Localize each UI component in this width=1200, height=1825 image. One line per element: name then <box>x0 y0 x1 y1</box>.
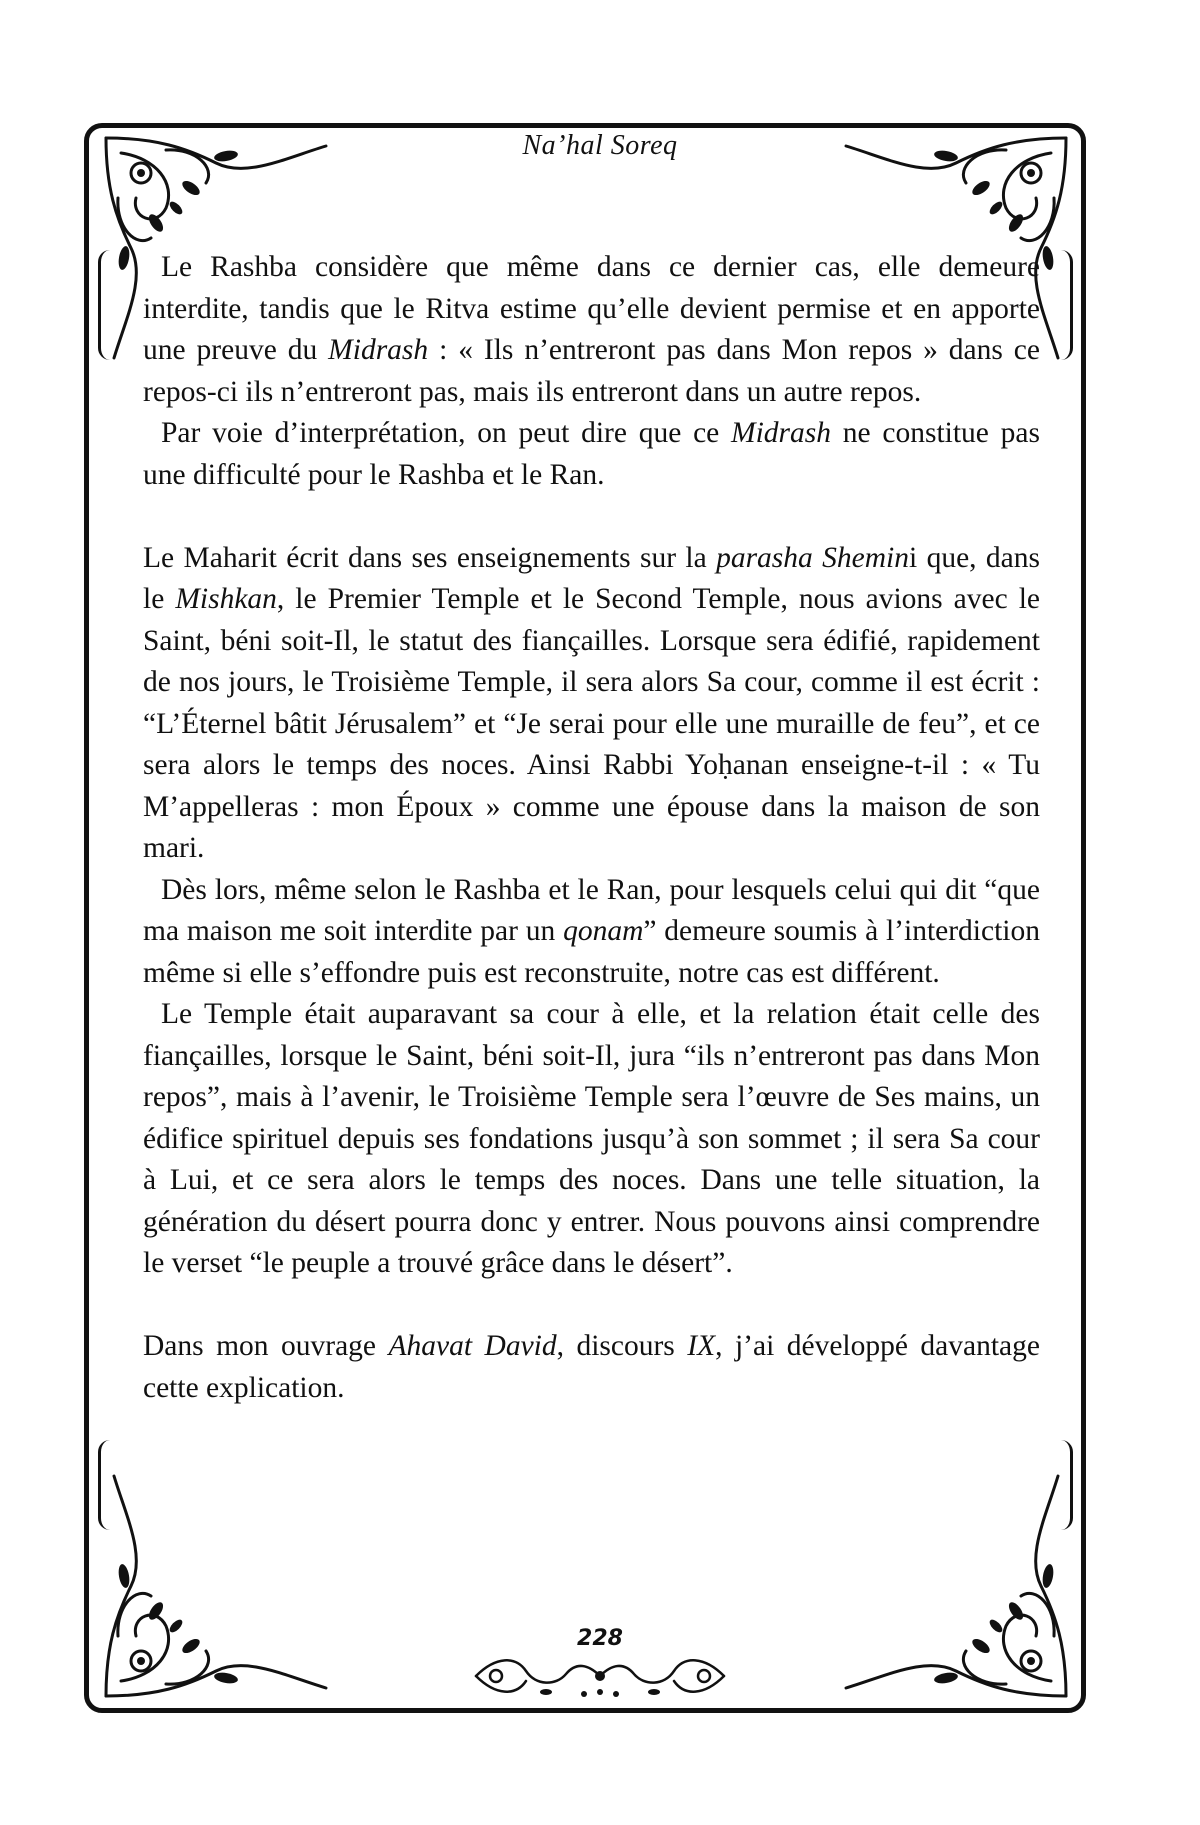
italic-term: Ahavat David <box>388 1330 557 1362</box>
italic-term: Midrash <box>328 334 429 366</box>
text-run: ne constitue pas une difficulté pour le Rashba et le Ran. <box>143 417 1040 491</box>
flourish-bottom-left-icon <box>96 1466 336 1706</box>
running-title: Na’hal Soreq <box>522 130 678 161</box>
text-run: Le Rashba considère que même dans ce dernier cas, elle demeure interdite, tandis que le Ritva estime qu’elle devient permise et en apporte une preuve du <box>143 251 1040 366</box>
paragraph-gap <box>143 1285 1040 1327</box>
right-bracket-accent <box>1058 250 1073 360</box>
left-bracket-accent-bottom <box>98 1440 113 1530</box>
flourish-bottom-right-icon <box>836 1466 1076 1706</box>
right-bracket-accent-bottom <box>1058 1440 1073 1530</box>
left-bracket-accent <box>98 250 113 360</box>
text-run: , le Premier Temple et le Second Temple, nous avions avec le Saint, béni soit-Il, le statut des fiançailles. Lorsque sera édifié, rapidement de nos jours, le Troisième Temple, il sera alors Sa cour, comme il est écrit : “L’Éternel bâtit Jérusalem” et “Je serai pour elle une muraille de feu”, et ce sera alors le temps des noces. Ainsi Rabbi Yoḥanan enseigne-t-il : « Tu M’appelleras : mon Époux » comme une épouse dans la maison de son mari. <box>143 583 1040 864</box>
page-number: 228 <box>577 1626 623 1651</box>
italic-term: parasha Shemin <box>716 541 909 574</box>
text-run: ” demeure soumis à l’interdiction même si elle s’effondre puis est reconstruite, notre cas est différent. <box>143 915 1040 989</box>
text-run: Le Temple était auparavant sa cour à elle, et la relation était celle des fiançailles, lorsque le Saint, béni soit-Il, jura “ils n’entreront pas dans Mon repos”, mais à l’avenir, le Troisième Temple sera l’œuvre de Ses mains, un édifice spirituel depuis ses fondations jusqu’à son sommet ; il sera Sa cour à Lui, et ce sera alors le temps des noces. Dans une telle situation, la génération du désert pourra donc y entrer. Nous pouvons ainsi comprendre le verset “le peuple a trouvé grâce dans le désert”. <box>143 998 1040 1279</box>
italic-term: IX <box>687 1330 716 1362</box>
paragraph <box>143 538 1040 870</box>
paragraph <box>143 1326 1040 1409</box>
text-run: i que, dans le <box>143 541 1040 615</box>
text-run: Dans mon ouvrage <box>143 1330 389 1362</box>
italic-term: qonam <box>563 915 644 947</box>
paragraph <box>143 413 1040 496</box>
text-run: Le Maharit écrit dans ses enseignements sur la <box>143 541 717 574</box>
paragraph <box>143 247 1040 413</box>
italic-term: Midrash <box>731 417 832 449</box>
text-run: Dès lors, même selon le Rashba et le Ran, pour lesquels celui qui dit “que ma maison me soit interdite par un <box>143 873 1040 947</box>
text-run: : « Ils n’entreront pas dans Mon repos » dans ce repos-ci ils n’entreront pas, mais ils entreront dans un autre repos. <box>143 334 1040 408</box>
paragraph <box>143 994 1040 1285</box>
italic-term: Mishkan <box>175 583 277 615</box>
text-run: Par voie d’interprétation, on peut dire que ce <box>161 417 732 449</box>
body-text <box>143 247 1040 1409</box>
filigree-footer-icon <box>466 1646 734 1706</box>
paragraph-gap <box>143 496 1040 538</box>
paragraph <box>143 870 1040 995</box>
text-run: , j’ai développé davantage cette explication. <box>143 1330 1040 1404</box>
text-run: , discours <box>556 1330 688 1362</box>
